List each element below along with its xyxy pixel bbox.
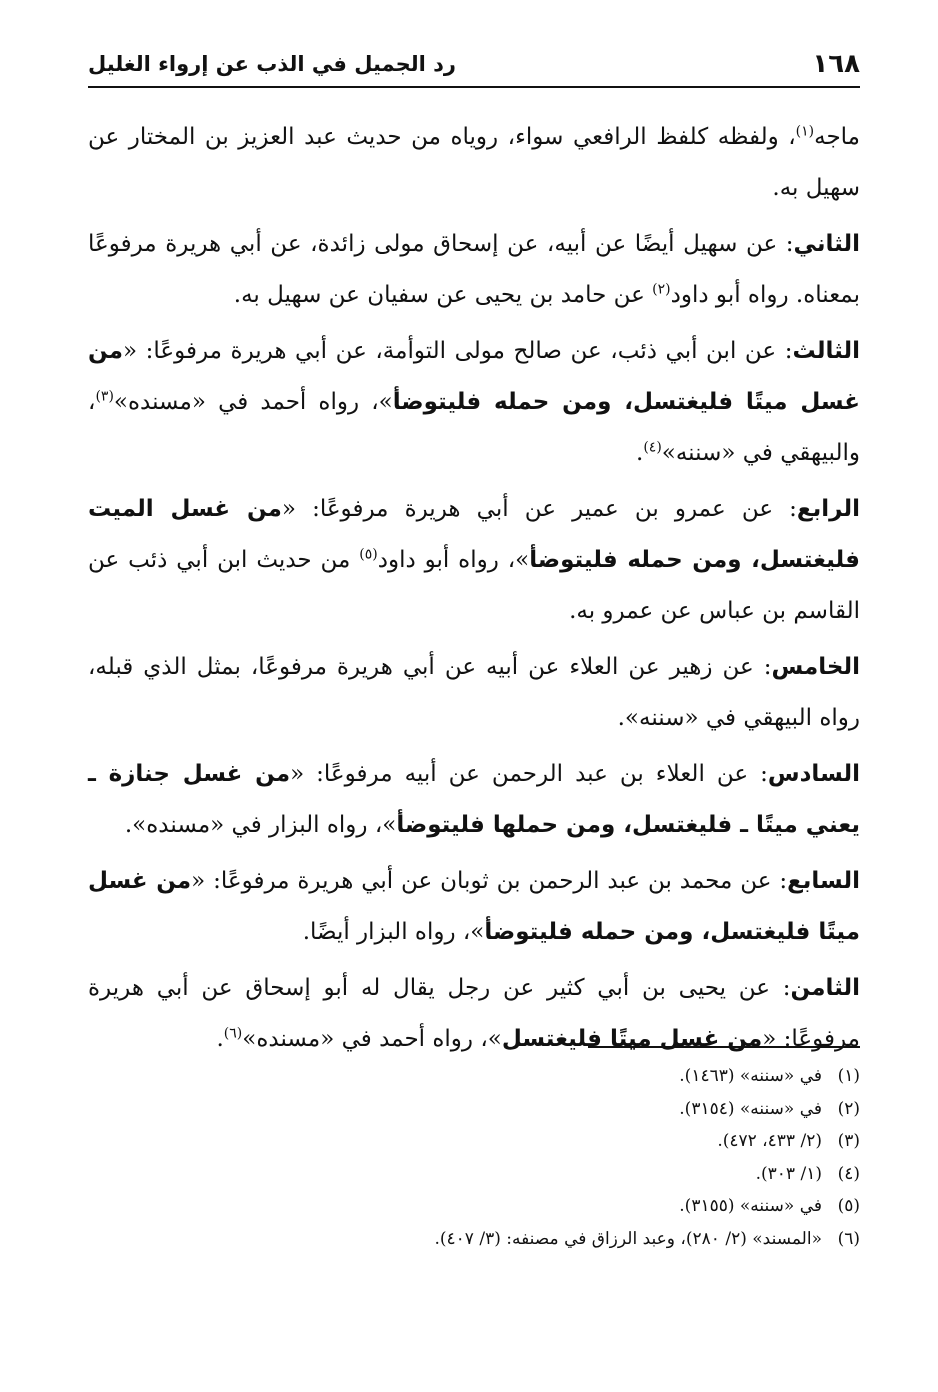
page-number: ١٦٨ (812, 49, 860, 79)
paragraph-text: »، رواه أحمد في «مسنده» (113, 389, 393, 415)
book-title: رد الجميل في الذب عن إرواء الغليل (88, 52, 457, 76)
paragraph-text: : عن يحيى بن أبي كثير عن رجل يقال له أبو إسحاق عن أبي هريرة مرفوعًا: « (88, 975, 860, 1052)
footnote-number: (٤) (837, 1163, 860, 1184)
footnote (88, 1093, 860, 1126)
footnote-number: (٥) (837, 1196, 860, 1217)
footnote-text: «المسند» (٢/ ٢٨٠)، وعبد الرزاق في مصنفه: (٣/ ٤٠٧). (434, 1228, 822, 1249)
paragraph-lead: السابع (787, 868, 860, 894)
paragraph-text: : عن عمرو بن عمير عن أبي هريرة مرفوعًا: « (281, 496, 797, 522)
footnotes (88, 1060, 860, 1256)
paragraph-text: ، والبيهقي في «سننه» (88, 389, 860, 466)
paragraph-fifth (88, 642, 860, 744)
paragraph-text: عن حامد بن يحيى عن سفيان عن سهيل به. (233, 282, 653, 308)
paragraph-fourth (88, 484, 860, 637)
hadith-quote: من غسل جنازة ـ يعني ميتًا ـ فليغتسل، ومن حملها فليتوضأ (88, 761, 860, 838)
paragraph-lead: السادس (767, 761, 860, 787)
paragraph-text: »، رواه أبو داود (377, 547, 530, 573)
paragraph-text: : عن سهيل أيضًا عن أبيه، عن إسحاق مولى زائدة، عن أبي هريرة مرفوعًا بمعناه. رواه أبو داود (88, 231, 860, 308)
hadith-quote: من غسل ميتًا فليغتسل (501, 1026, 763, 1052)
footnote (88, 1223, 860, 1256)
footnote-number: (١) (837, 1066, 860, 1086)
book-page (88, 0, 860, 1392)
hadith-quote: من غسل الميت فليغتسل، ومن حمله فليتوضأ (88, 496, 860, 573)
footnote-text: في «سننه» (٣١٥٤). (679, 1098, 822, 1119)
paragraph-lead: الرابع (796, 496, 860, 522)
paragraph-text: : عن زهير عن العلاء عن أبيه عن أبي هريرة مرفوعًا، بمثل الذي قبله، رواه البيهقي في «سننه». (88, 654, 860, 731)
footnote-number: (٣) (837, 1131, 860, 1152)
paragraph-text: »، رواه البزار في «مسنده». (124, 812, 397, 838)
paragraph-text: ، ولفظه كلفظ الرافعي سواء، روياه من حديث عبد العزيز بن المختار عن سهيل به. (88, 124, 860, 201)
paragraph-text: : عن ابن أبي ذئب، عن صالح مولى التوأمة، عن أبي هريرة مرفوعًا: « (122, 338, 793, 364)
footnote-ref: (٦) (223, 1025, 243, 1042)
footnote (88, 1060, 860, 1093)
paragraph-third (88, 326, 860, 479)
footnote-text: في «سننه» (١٤٦٣). (679, 1066, 822, 1086)
paragraph-text: . (636, 440, 644, 466)
paragraph-text: . (216, 1026, 224, 1052)
paragraph-text: ماجه (814, 124, 860, 150)
paragraph-continuation (88, 112, 860, 214)
footnote-ref: (١) (795, 123, 815, 140)
footnote-number: (٦) (837, 1228, 860, 1249)
paragraph-lead: الثامن (790, 975, 860, 1001)
footnote-ref: (٢) (652, 281, 671, 298)
paragraph-eighth (88, 963, 860, 1065)
paragraph-text: : عن العلاء بن عبد الرحمن عن أبيه مرفوعًا: « (290, 761, 768, 787)
footnote-text: (٢/ ٤٣٣، ٤٧٢). (717, 1131, 822, 1152)
footnote (88, 1158, 860, 1191)
footnote-divider (588, 1046, 860, 1048)
footnote-ref: (٥) (359, 546, 378, 563)
paragraph-sixth (88, 749, 860, 851)
paragraph-lead: الثالث (792, 338, 860, 364)
hadith-quote: من غسل ميتًا فليغتسل، ومن حمله فليتوضأ (88, 338, 860, 415)
footnote (88, 1125, 860, 1158)
paragraph-second (88, 219, 860, 321)
footnote-text: (١/ ٣٠٣). (755, 1163, 822, 1184)
paragraph-seventh (88, 856, 860, 958)
footnote-ref: (٣) (95, 388, 114, 405)
footnote-number: (٢) (837, 1098, 860, 1119)
paragraph-lead: الخامس (771, 654, 860, 680)
paragraph-text: : عن محمد بن عبد الرحمن بن ثوبان عن أبي هريرة مرفوعًا: « (191, 868, 788, 894)
paragraph-text: »، رواه البزار أيضًا. (302, 919, 485, 945)
paragraph-text: من حديث ابن أبي ذئب عن القاسم بن عباس عن عمرو به. (88, 547, 860, 624)
hadith-quote: من غسل ميتًا فليغتسل، ومن حمله فليتوضأ (88, 868, 860, 945)
running-header (88, 42, 860, 88)
paragraph-text: »، رواه أحمد في «مسنده» (242, 1026, 502, 1052)
footnote-ref: (٤) (643, 439, 662, 456)
main-text (88, 112, 860, 1070)
footnote-text: في «سننه» (٣١٥٥). (679, 1196, 822, 1217)
paragraph-lead: الثاني (793, 231, 860, 257)
footnote (88, 1190, 860, 1223)
